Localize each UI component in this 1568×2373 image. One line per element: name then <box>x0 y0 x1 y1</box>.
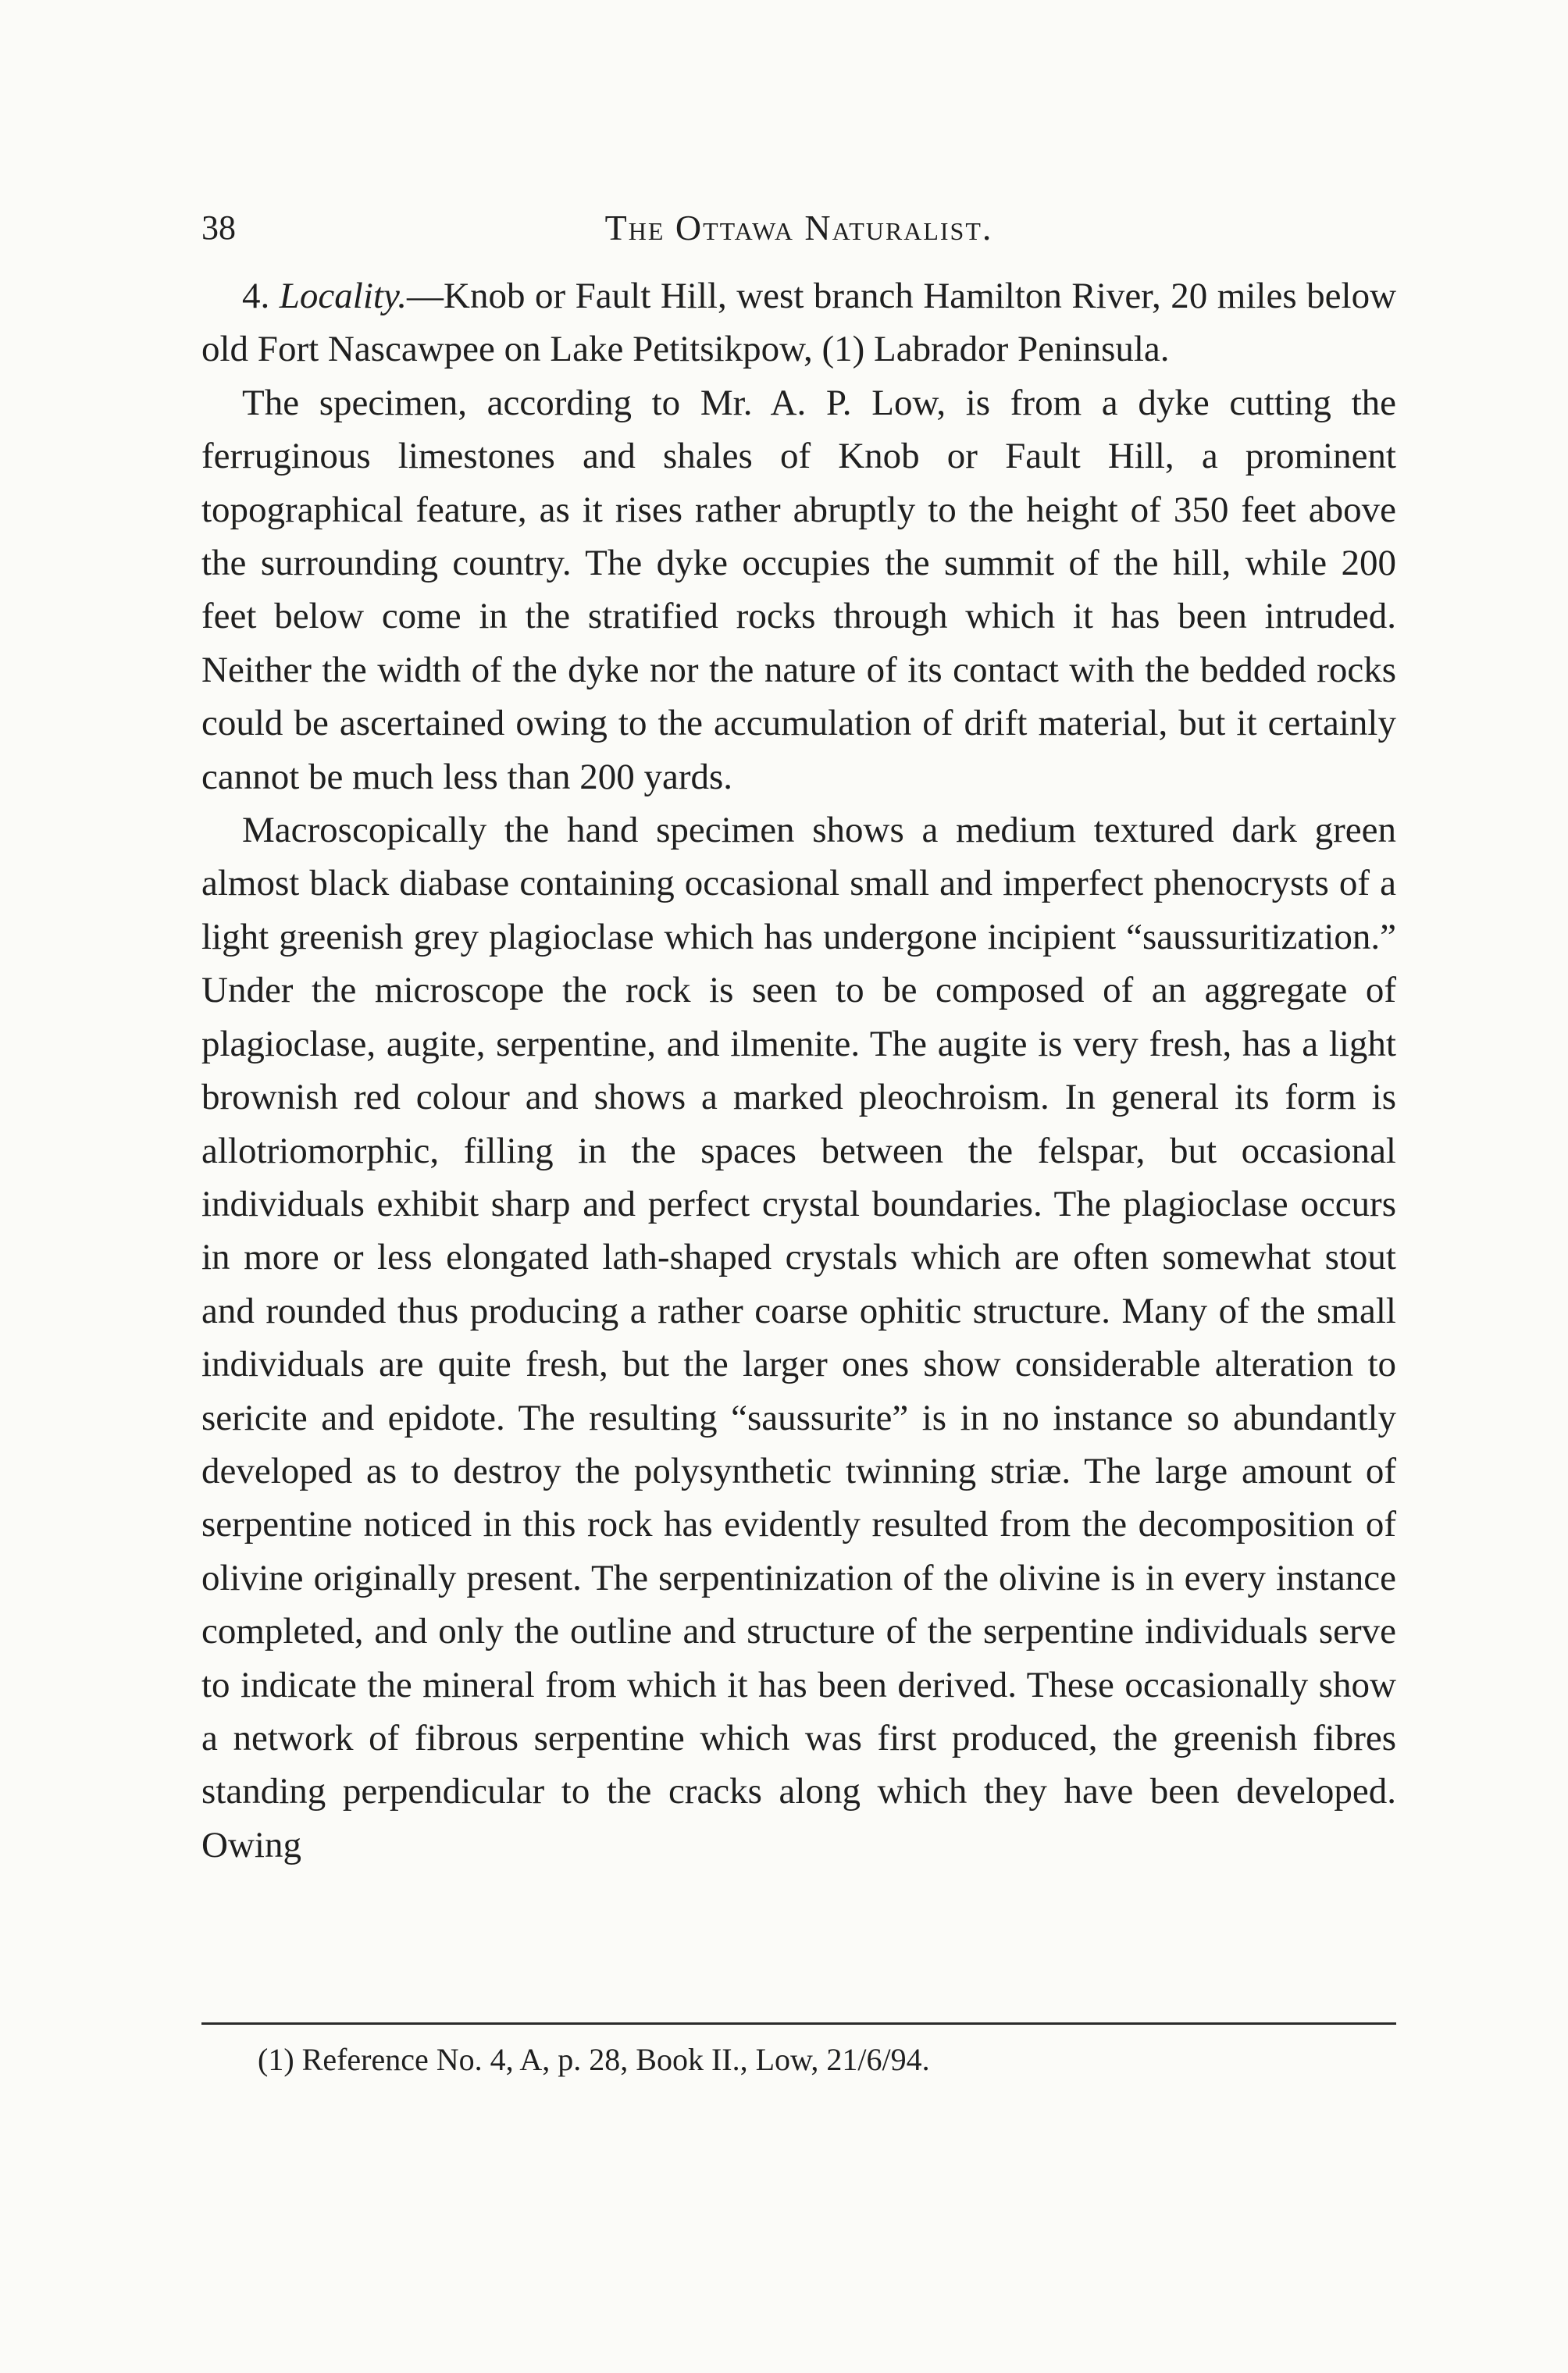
locality-paragraph <box>201 269 1396 376</box>
footnote: (1) Reference No. 4, A, p. 28, Book II., Low, 21/6/94. <box>258 2042 930 2077</box>
page-number: 38 <box>201 208 236 247</box>
article-body <box>201 269 1396 1872</box>
running-head: The Ottawa Naturalist. <box>604 208 993 248</box>
paragraph: Macroscopically the hand specimen shows a medium textured dark green almost black diabase containing occasional small and imperfect phenocrysts of a light greenish grey plagioclase which has undergone incipient “saussuritization.” Under the microscope the rock is seen to be composed of an aggregate of plagioclase, augite, serpentine, and ilmenite. The augite is very fresh, has a light brownish red colour and shows a marked pleochroism. In general its form is allotriomorphic, filling in the spaces between the felspar, but occasional individuals exhibit sharp and perfect crystal boundaries. The plagioclase occurs in more or less elongated lath-shaped crystals which are often somewhat stout and rounded thus producing a rather coarse ophitic structure. Many of the small individuals are quite fresh, but the larger ones show considerable alteration to sericite and epidote. The resulting “saussurite” is in no instance so abundantly developed as to destroy the polysynthetic twinning striæ. The large amount of serpentine noticed in this rock has evidently resulted from the decomposition of olivine originally present. The serpentinization of the olivine is in every instance completed, and only the outline and structure of the serpentine individuals serve to indicate the mineral from which it has been derived. These occasionally show a network of fibrous serpentine which was first produced, the greenish fibres standing perpendicular to the cracks along which they have been developed. Owing <box>201 810 1396 1865</box>
page-header <box>201 205 1396 251</box>
paragraph: The specimen, according to Mr. A. P. Low, is from a dyke cutting the ferruginous limestones and shales of Knob or Fault Hill, a prominent topographical feature, as it rises rather abruptly to the height of 350 feet above the surrounding country. The dyke occupies the summit of the hill, while 200 feet below come in the stratified rocks through which it has been intruded. Neither the width of the dyke nor the nature of its contact with the bedded rocks could be ascertained owing to the accumulation of drift material, but it certainly cannot be much less than 200 yards. <box>201 382 1396 797</box>
footnote-divider <box>201 2022 1396 2025</box>
locality-number: 4. <box>242 276 270 316</box>
locality-label: Locality. <box>279 276 407 316</box>
locality-text: —Knob or Fault Hill, west branch Hamilton River, 20 miles below old Fort Nascawpee on Lake Petitsikpow, (1) Labrador Peninsula. <box>201 276 1397 370</box>
